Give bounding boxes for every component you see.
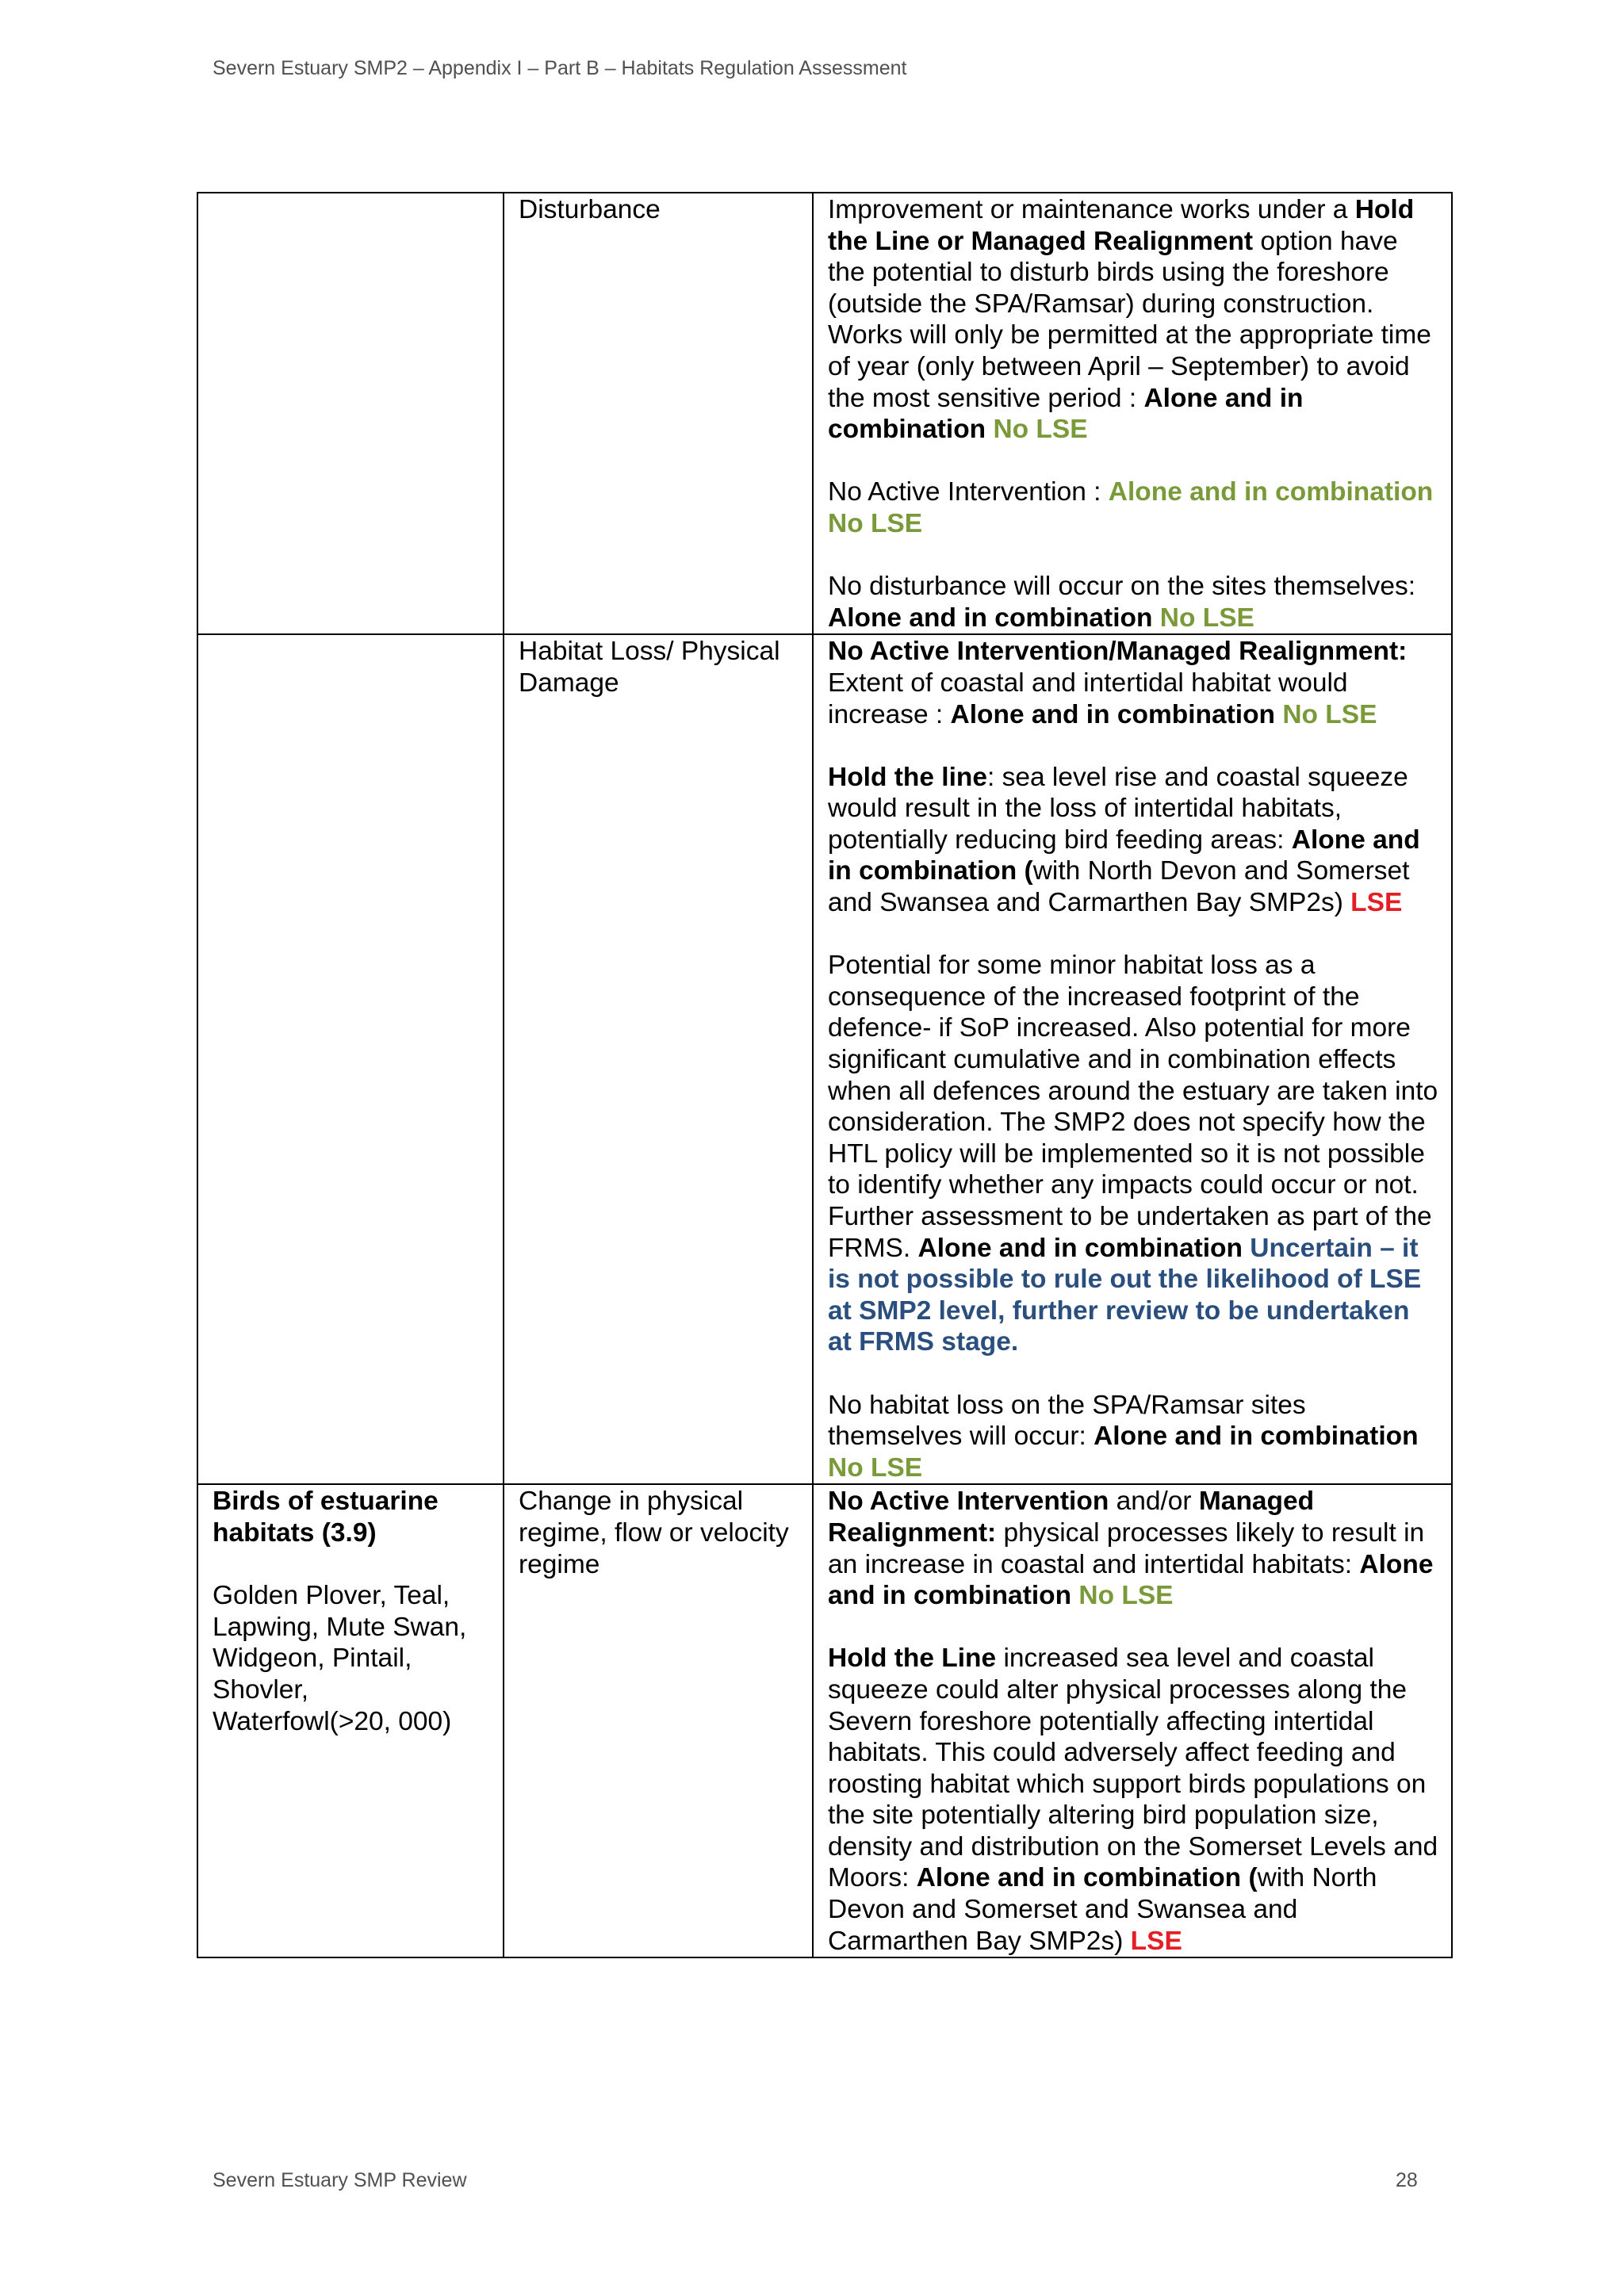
no-lse-result: No LSE bbox=[993, 415, 1088, 445]
bold-text: Alone and in combination bbox=[828, 603, 1153, 633]
impact-label: Disturbance bbox=[519, 195, 661, 224]
assessment-table bbox=[197, 192, 1453, 1958]
feature-title bbox=[213, 1486, 490, 1548]
table-row-habitat-loss bbox=[197, 634, 1452, 1484]
bold-text: Birds of estuarine habitats (3.9) bbox=[213, 1487, 439, 1548]
assessment-paragraph bbox=[828, 1390, 1438, 1484]
impact-cell bbox=[504, 193, 813, 634]
text: No habitat loss on the SPA/Ramsar sites themselves will occur: bbox=[828, 1390, 1306, 1452]
footer-title: Severn Estuary SMP Review bbox=[213, 2169, 467, 2191]
text: : sea level rise and coastal squeeze would result in the loss of intertidal habitats, potentially reducing bird feeding areas: bbox=[828, 762, 1408, 855]
feature-cell-empty bbox=[197, 193, 504, 634]
feature-cell-empty bbox=[197, 634, 504, 1484]
assessment-paragraph bbox=[828, 762, 1438, 919]
page-number: 28 bbox=[1396, 2169, 1418, 2191]
text: physical processes likely to result in an increase in coastal and intertidal habitats: bbox=[828, 1517, 1425, 1579]
bold-text: Hold the line bbox=[828, 762, 987, 792]
assessment-paragraph bbox=[828, 571, 1438, 633]
text: option have the potential to disturb birds using the foreshore (outside the SPA/Ramsar) during construction. Works will only be permitted at the appropriate time of year (only between April – September) to avoid the most sensitive period : bbox=[828, 226, 1431, 413]
feature-cell bbox=[197, 1484, 504, 1957]
assessment-paragraph bbox=[828, 950, 1438, 1358]
assessment-cell bbox=[813, 193, 1452, 634]
table-row-birds bbox=[197, 1484, 1452, 1957]
assessment-paragraph bbox=[828, 1486, 1438, 1611]
text: Potential for some minor habitat loss as a consequence of the increased footprint of the defence- if SoP increased. Also potential for more significant cumulative and in combination effects when all defences around the estuary are taken into consideration. The SMP2 does not specify how the HTL policy will be implemented so it is not possible to identify whether any impacts could occur or not. Further assessment to be undertaken as part of the FRMS. bbox=[828, 951, 1438, 1263]
impact-cell bbox=[504, 1484, 813, 1957]
no-lse-result: No LSE bbox=[828, 1452, 923, 1483]
assessment-paragraph bbox=[828, 1643, 1438, 1957]
assessment-cell bbox=[813, 1484, 1452, 1957]
text: Extent of coastal and intertidal habitat would increase : bbox=[828, 668, 1348, 729]
bold-text: Hold the Line or Managed Realignment bbox=[828, 195, 1415, 256]
bold-text: Alone and in combination ( bbox=[916, 1863, 1258, 1893]
no-lse-result: Alone and in combination No LSE bbox=[828, 477, 1434, 538]
bold-text: Alone and in combination bbox=[950, 699, 1275, 729]
no-lse-result: No LSE bbox=[1282, 699, 1377, 729]
text: Improvement or maintenance works under a bbox=[828, 195, 1355, 224]
no-lse-result: No LSE bbox=[1078, 1581, 1174, 1611]
text: with North Devon and Somerset and Swansea and Carmarthen Bay SMP2s) bbox=[828, 1863, 1377, 1956]
bold-text: Alone and in combination bbox=[917, 1233, 1243, 1263]
species-list: Golden Plover, Teal, Lapwing, Mute Swan, Widgeon, Pintail, Shovler, Waterfowl(>20, 000) bbox=[213, 1581, 467, 1736]
bold-text: Alone and in combination bbox=[828, 1549, 1434, 1611]
text: No Active Intervention : bbox=[828, 477, 1109, 507]
lse-result: LSE bbox=[1350, 888, 1403, 918]
assessment-paragraph bbox=[828, 194, 1438, 446]
text: increased sea level and coastal squeeze could alter physical processes along the Severn foreshore potentially affecting intertidal habitats. This could adversely affect feeding and roosting habitat which support birds populations on the site potentially altering bird population size, density and distribution on the Somerset Levels and Moors: bbox=[828, 1644, 1438, 1893]
bold-text: Alone and in combination bbox=[1094, 1422, 1419, 1452]
bold-text: Alone and in combination bbox=[828, 383, 1304, 445]
no-lse-result: No LSE bbox=[1159, 603, 1254, 633]
bold-text: Hold the Line bbox=[828, 1644, 997, 1674]
bold-text: Alone and in combination ( bbox=[828, 825, 1420, 886]
lse-result: LSE bbox=[1130, 1926, 1182, 1956]
assessment-cell bbox=[813, 634, 1452, 1484]
text: with North Devon and Somerset and Swansea and Carmarthen Bay SMP2s) bbox=[828, 856, 1410, 918]
impact-label: Change in physical regime, flow or velocity regime bbox=[519, 1487, 789, 1579]
text: and/or bbox=[1109, 1487, 1199, 1517]
uncertain-result: Uncertain – it is not possible to rule out the likelihood of LSE at SMP2 level, further review to be undertaken at FRMS stage. bbox=[828, 1233, 1422, 1357]
assessment-paragraph bbox=[828, 636, 1438, 730]
impact-cell bbox=[504, 634, 813, 1484]
assessment-paragraph bbox=[828, 476, 1438, 539]
bold-text: No Active Intervention bbox=[828, 1487, 1109, 1517]
bold-text: Managed Realignment: bbox=[828, 1487, 1315, 1548]
text: No disturbance will occur on the sites themselves: bbox=[828, 572, 1416, 602]
bold-text: No Active Intervention/Managed Realignment: bbox=[828, 637, 1408, 667]
page-header: Severn Estuary SMP2 – Appendix I – Part B – Habitats Regulation Assessment bbox=[213, 57, 907, 79]
table-row-disturbance bbox=[197, 193, 1452, 634]
impact-label: Habitat Loss/ Physical Damage bbox=[519, 637, 780, 698]
